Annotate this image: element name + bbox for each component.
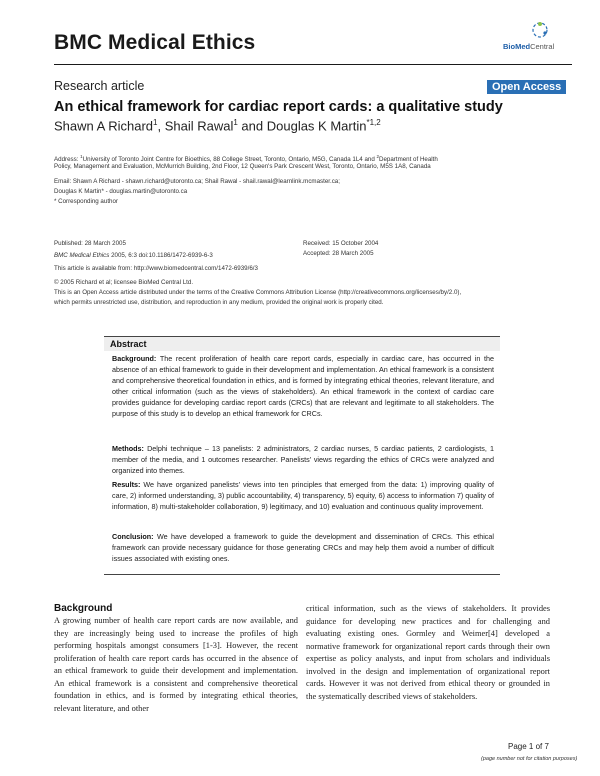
- published-date: Published: 28 March 2005: [54, 240, 126, 247]
- corresponding-author-note: * Corresponding author: [54, 198, 118, 205]
- biomed-central-logo-icon: [503, 20, 563, 44]
- body-column-left: A growing number of health care report cards are now available, and they are increasingly being used to increase the profiles of high performing hospitals amongst consumers [1-3]. However, the recent proliferation of health care report cards has occurred in the absence of an ethical framework to guide their development and implementation. An ethical framework is a consistent and comprehensive theoretical foundation in ethics, and is formed by integrating ethical theories, relevant literature, and other: [54, 616, 298, 713]
- author-affiliation: 1: [153, 118, 158, 127]
- article-type: Research article: [54, 79, 145, 93]
- license-line: which permits unrestricted use, distribution, and reproduction in any medium, provided the original work is properly cited.: [54, 299, 384, 306]
- abstract-conclusion: Conclusion: We have developed a framework to guide the development and dissemination of CRCs. This ethical framework can provide necessary guidance for those generating CRCs and may help them avoid a number of difficult issues associated with existing ones.: [112, 532, 494, 563]
- abstract-results: Results: We have organized panelists' views into ten principles that emerged from the data: 1) improving quality of care, 2) informed understanding, 3) public accountability, 4) transparency, 5) equity, 6) access to information 7) quality of information, 8) multi-stakeholder collaboration, 9) legitimacy, and 10) evaluation and continuous quality improvement.: [112, 480, 494, 511]
- license-line: This is an Open Access article distributed under the terms of the Creative Commons Attribution License (http://creativecommons.org/licenses/by/2.0),: [54, 289, 462, 296]
- author-name: Douglas K Martin: [266, 118, 367, 134]
- received-date: Received: 15 October 2004: [303, 240, 379, 247]
- email-line: Douglas K Martin* - douglas.martin@utoronto.ca: [54, 188, 188, 195]
- abstract-background: Background: The recent proliferation of health care report cards, especially in cardiac care, has occurred in the absence of an ethical framework to guide in their development and implementation. An ethical framework is a consistent and comprehensive theoretical foundation in ethics, and is formed by integrating ethical theories, relevant literature, and other critical information (such as the views of stakeholders). An ethical framework in the context of cardiac care provides guidance for developing cardiac report cards (CRCs) that are relevant and legitimate to all stakeholders. The purpose of this study is to develop an ethical framework for CRCs.: [112, 354, 494, 418]
- article-url[interactable]: This article is available from: http://www.biomedcentral.com/1472-6939/6/3: [54, 265, 258, 272]
- header-divider: [54, 64, 572, 65]
- author-affiliation: *1,2: [366, 118, 381, 127]
- accepted-date: Accepted: 28 March 2005: [303, 250, 374, 257]
- section-heading: Background: [54, 603, 113, 614]
- publisher-logo-text: BioMedCentral: [503, 42, 555, 51]
- body-column-right: critical information, such as the views of stakeholders. It provides guidance for developing new practices and for challenging and evaluating existing ones. Gormley and Weimer[4] developed a normative framework for organizational report cards through their own expertise as policy analysts, and input from scholars and individuals involved in the design and implementation of organizational report cards. However it was not derived from ethical theory or grounded in the systematically described views of stakeholders.: [306, 604, 550, 701]
- address-line: Policy, Management and Evaluation, McMurrich Building, 2nd Floor, 12 Queen's Park Crescent West, Toronto, Ontario, M5S 1A8, Canada: [54, 163, 431, 170]
- author-name: Shail Rawal: [164, 118, 234, 134]
- author-name: Shawn A Richard: [54, 118, 154, 134]
- abstract-methods: Methods: Delphi technique – 13 panelists: 2 administrators, 2 cardiac nurses, 5 cardiac patients, 2 cardiologists, 1 member of the media, and 1 outcomes researcher. Panelists' views regarding the ethics of CRCs were analyzed and organized into themes.: [112, 444, 494, 475]
- page-number: Page 1 of 7: [508, 742, 549, 751]
- email-line: Email: Shawn A Richard - shawn.richard@utoronto.ca; Shail Rawal - shail.rawal@learnlink.mcmaster.ca;: [54, 178, 340, 185]
- abstract-heading: Abstract: [104, 337, 500, 351]
- publisher-logo: [503, 20, 563, 56]
- address-line: Address: $^1$University of Toronto Joint Centre for Bioethics, 88 College Street, Toronto, Ontario, M5G, Canada 1L4 and $^2$Department of Health: [54, 154, 438, 164]
- citation: BMC Medical Ethics 2005, 6:3 doi:10.1186/1472-6939-6-3: [54, 252, 213, 259]
- page-number-note: (page number not for citation purposes): [481, 756, 578, 762]
- copyright-line: © 2005 Richard et al; licensee BioMed Central Ltd.: [54, 279, 194, 286]
- author-list: Shawn A Richard$^1$, Shail Rawal$^1$ and Douglas K Martin$^{*1,2}$: [54, 118, 381, 134]
- author-affiliation: 1: [233, 118, 238, 127]
- article-title: An ethical framework for cardiac report cards: a qualitative study: [54, 99, 503, 115]
- open-access-badge: Open Access: [487, 80, 566, 94]
- journal-title: BMC Medical Ethics: [54, 31, 256, 54]
